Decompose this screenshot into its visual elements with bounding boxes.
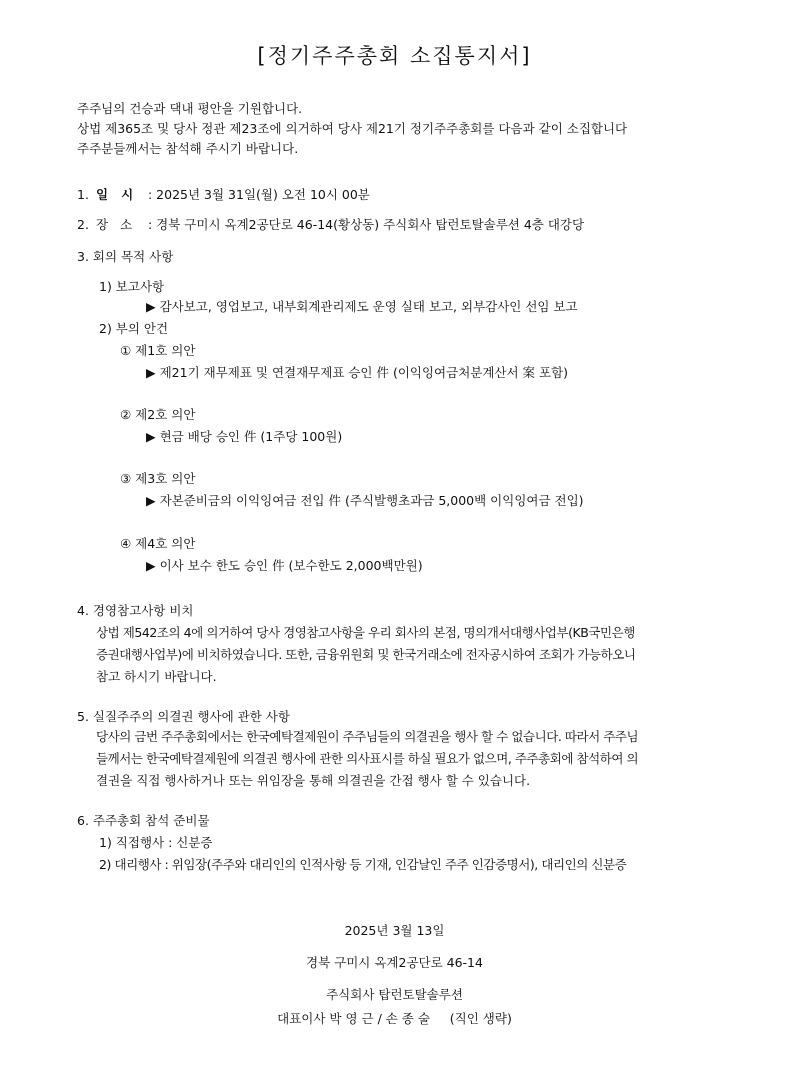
section-1-value: : 2025년 3월 31일(월) 오전 10시 00분 (148, 187, 370, 202)
agenda-3-title: ③ 제3호 의안 (120, 471, 196, 486)
section-5-line-2: 들께서는 한국예탁결제원에 의결권 행사에 관한 의사표시를 하실 필요가 없으며, 주주총회에 참석하여 의 (96, 751, 639, 766)
closing-address: 경북 구미시 옥계2공단로 46-14 (306, 955, 483, 970)
document-title: [정기주주총회 소집통지서] (257, 44, 532, 68)
report-heading: 1) 보고사항 (99, 279, 165, 294)
agenda-2-detail: ▶ 현금 배당 승인 件 (1주당 100원) (146, 429, 343, 444)
section-1-number: 1. (77, 187, 89, 202)
section-3-heading: 3. 회의 목적 사항 (77, 249, 174, 264)
section-5-line-1: 당사의 금번 주주총회에서는 한국예탁결제원이 주주님들의 의결권을 행사 할 수 없습니다. 따라서 주주님 (96, 729, 639, 744)
intro-line-2: 상법 제365조 및 당사 정관 제23조에 의거하여 당사 제21기 정기주주총회를 다음과 같이 소집합니다 (77, 121, 628, 136)
agenda-3-detail: ▶ 자본준비금의 이익잉여금 전입 件 (주식발행초과금 5,000백 이익잉여금 전입) (146, 493, 584, 508)
closing-company: 주식회사 탑런토탈솔루션 (326, 987, 463, 1002)
section-4-line-3: 참고 하시기 바랍니다. (96, 669, 217, 684)
section-1-label: 일 시 (96, 187, 134, 202)
agenda-4-title: ④ 제4호 의안 (120, 536, 196, 551)
section-2-number: 2. (77, 217, 89, 232)
section-5-line-3: 결권을 직접 행사하거나 또는 위임장을 통해 의결권을 간접 행사 할 수 있습니다. (96, 773, 531, 788)
agenda-2-title: ② 제2호 의안 (120, 407, 196, 422)
section-6-item-2: 2) 대리행사 : 위임장(주주와 대리인의 인적사항 등 기재, 인감날인 주주 인감증명서), 대리인의 신분증 (99, 857, 627, 872)
section-6-heading: 6. 주주총회 참석 준비물 (77, 813, 210, 828)
intro-line-3: 주주분들께서는 참석해 주시기 바랍니다. (77, 141, 299, 156)
agenda-1-title: ① 제1호 의안 (120, 343, 196, 358)
section-4-line-2: 증권대행사업부)에 비치하였습니다. 또한, 금융위원회 및 한국거래소에 전자공시하여 조회가 가능하오니 (96, 647, 636, 662)
closing-signatory: 대표이사 박 영 근 / 손 종 술 (직인 생략) (277, 1011, 512, 1026)
agenda-heading: 2) 부의 안건 (99, 321, 169, 336)
section-2-label: 장 소 (96, 217, 133, 232)
section-2-value: : 경북 구미시 옥계2공단로 46-14(황상동) 주식회사 탑런토탈솔루션 4층 대강당 (148, 217, 585, 232)
intro-line-1: 주주님의 건승과 댁내 평안을 기원합니다. (77, 101, 303, 116)
section-4-heading: 4. 경영참고사항 비치 (77, 603, 194, 618)
closing-date: 2025년 3월 13일 (344, 923, 445, 938)
section-4-line-1: 상법 제542조의 4에 의거하여 당사 경영참고사항을 우리 회사의 본점, 명의개서대행사업부(KB국민은행 (96, 625, 635, 640)
section-5-heading: 5. 실질주주의 의결권 행사에 관한 사항 (77, 709, 290, 724)
report-item: ▶ 감사보고, 영업보고, 내부회계관리제도 운영 실태 보고, 외부감사인 선임 보고 (146, 299, 578, 314)
agenda-1-detail: ▶ 제21기 재무제표 및 연결재무제표 승인 件 (이익잉여금처분계산서 案 포함) (146, 365, 569, 380)
section-6-item-1: 1) 직접행사 : 신분증 (99, 835, 213, 850)
agenda-4-detail: ▶ 이사 보수 한도 승인 件 (보수한도 2,000백만원) (146, 558, 423, 573)
